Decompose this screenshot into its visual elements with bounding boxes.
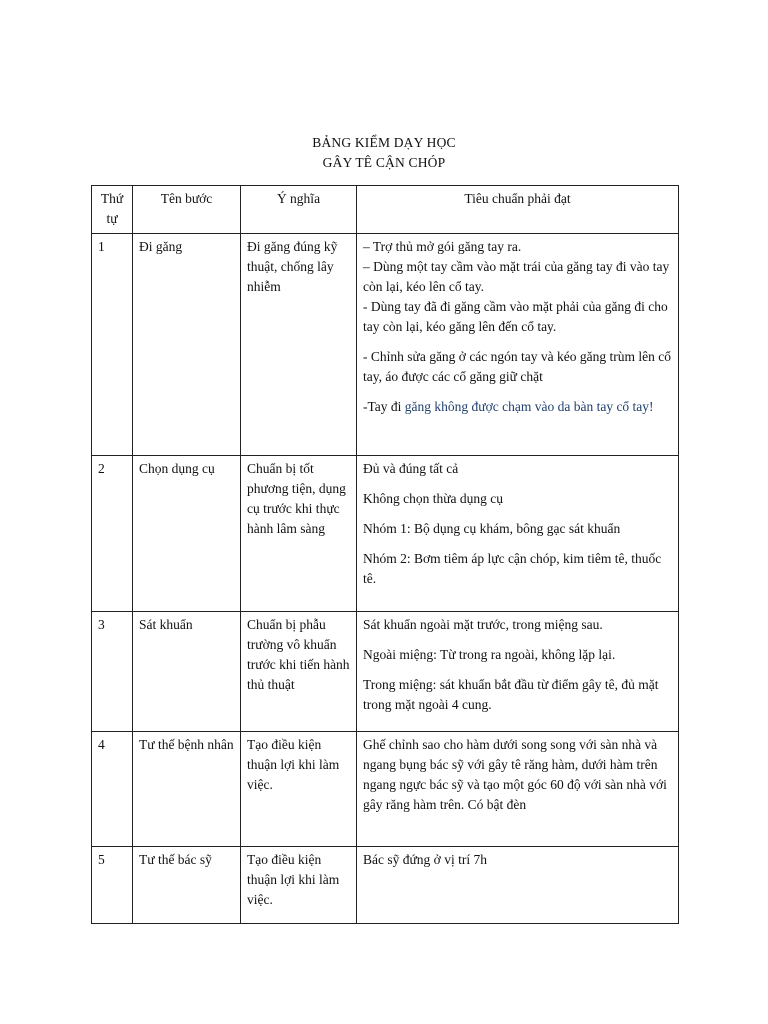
checklist-table (91, 185, 679, 924)
row-meaning: Tạo điều kiện thuận lợi khi làm việc. (241, 847, 357, 924)
row-criteria (357, 612, 679, 732)
header-criteria: Tiêu chuẩn phải đạt (357, 186, 679, 234)
row-step: Đi găng (133, 234, 241, 456)
row-criteria (357, 456, 679, 612)
criteria-paragraph: Không chọn thừa dụng cụ (363, 491, 504, 506)
criteria-note-prefix: -Tay đi (363, 399, 405, 414)
row-criteria (357, 234, 679, 456)
page-subtitle: GÂY TÊ CẬN CHÓP (322, 155, 446, 170)
row-criteria (357, 847, 679, 924)
row-number: 2 (92, 456, 133, 612)
header-step-name: Tên bước (133, 186, 241, 234)
table-header-row (92, 186, 679, 234)
row-meaning: Tạo điều kiện thuận lợi khi làm việc. (241, 732, 357, 847)
criteria-note-highlight: găng không được chạm vào da bàn tay cổ tay! (404, 399, 654, 414)
criteria-paragraph: Ngoài miệng: Từ trong ra ngoài, không lặp lại. (363, 647, 616, 662)
row-meaning: Đi găng đúng kỹ thuật, chống lây nhiễm (241, 234, 357, 456)
criteria-note (363, 397, 672, 417)
row-meaning: Chuẩn bị tốt phương tiện, dụng cụ trước khi thực hành lâm sàng (241, 456, 357, 612)
criteria-paragraph: Nhóm 2: Bơm tiêm áp lực cận chóp, kim tiêm tê, thuốc tê. (363, 551, 662, 586)
criteria-paragraph: Trong miệng: sát khuẩn bắt đầu từ điểm gây tê, đủ mặt trong mặt ngoài 4 cung. (363, 677, 659, 712)
row-step: Sát khuẩn (133, 612, 241, 732)
criteria-paragraph: – Trợ thủ mở gói găng tay ra. – Dùng một tay cầm vào mặt trái của găng tay đi vào tay còn lại, kéo lên cổ tay. - Dùng tay đã đi găng cầm vào mặt phải của găng đi cho tay còn lại, kéo găng lên đến cổ tay. (363, 239, 670, 334)
row-meaning: Chuẩn bị phẫu trường vô khuẩn trước khi tiến hành thủ thuật (241, 612, 357, 732)
page-title: BẢNG KIỂM DẠY HỌC (312, 135, 456, 150)
row-number: 1 (92, 234, 133, 456)
header-order: Thứ tự (92, 186, 133, 234)
row-step: Tư thế bệnh nhân (133, 732, 241, 847)
row-criteria (357, 732, 679, 847)
table-row (92, 234, 679, 456)
row-number: 3 (92, 612, 133, 732)
table-row (92, 612, 679, 732)
row-number: 4 (92, 732, 133, 847)
table-row (92, 732, 679, 847)
criteria-paragraph: - Chỉnh sửa găng ở các ngón tay và kéo găng trùm lên cổ tay, áo được các cổ găng giữ chặt (363, 349, 671, 384)
row-number: 5 (92, 847, 133, 924)
criteria-paragraph: Sát khuẩn ngoài mặt trước, trong miệng sau. (363, 617, 603, 632)
criteria-paragraph: Ghế chỉnh sao cho hàm dưới song song với sàn nhà và ngang bụng bác sỹ với gây tê răng hàm, dưới hàm trên ngang ngực bác sỹ và tạo một góc 60 độ với sàn nhà với gây răng hàm trên. Có bật đèn (363, 737, 667, 812)
table-row (92, 456, 679, 612)
row-step: Chọn dụng cụ (133, 456, 241, 612)
header-meaning: Ý nghĩa (241, 186, 357, 234)
criteria-paragraph: Nhóm 1: Bộ dụng cụ khám, bông gạc sát khuẩn (363, 521, 621, 536)
criteria-paragraph: Bác sỹ đứng ở vị trí 7h (363, 852, 487, 867)
row-step: Tư thế bác sỹ (133, 847, 241, 924)
table-row (92, 847, 679, 924)
criteria-paragraph: Đủ và đúng tất cả (363, 461, 459, 476)
